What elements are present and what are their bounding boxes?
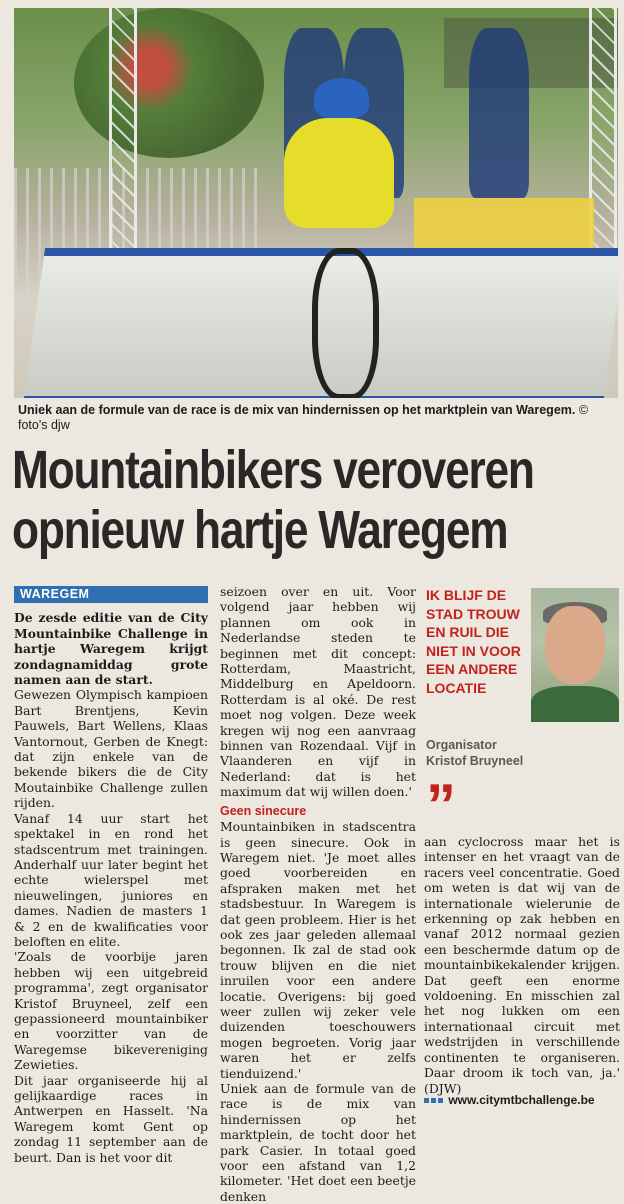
dateline: WAREGEM [14, 586, 208, 603]
lead-paragraph: De zesde editie van de City Mountainbike Challenge in hartje Waregem krijgt zondagnamiddag grote namen aan de start. [14, 610, 208, 688]
race-photo [14, 8, 618, 398]
shirt-shape [531, 686, 619, 722]
article-column-3 [424, 834, 620, 1096]
square-bullet-icon [431, 1098, 436, 1103]
face-shape [545, 606, 605, 684]
article-column-2 [220, 584, 416, 1204]
paragraph: 'Zoals de voorbije jaren hebben wij een uitgebreid programma', zegt organisator Kristof Bruyneel, zelf een gepassioneerd mountainbiker en voorzitter van de Waregemse bikevereniging Zewieties. [14, 949, 208, 1073]
article-column-1 [14, 586, 208, 1165]
photo-credit: © foto's djw [18, 403, 589, 432]
subheading: Geen sinecure [220, 803, 307, 818]
attribution-name: Kristof Bruyneel [426, 753, 524, 768]
helmet-shape [314, 78, 369, 118]
wheel-shape [312, 248, 379, 398]
paragraph: seizoen over en uit. Voor volgend jaar hebben wij plannen om ook in Nederlandse steden te beginnen met dit concept: Rotterdam, Maastricht, Middelburg en Apeldoorn. Rotterdam is al oké. De rest moet nog volgen. Deze week kregen wij nog een aanvraag binnen van Rozendaal. Vijf in Vlaanderen en vijf in Nederland: dat is het maximum dat wij willen doen.' [220, 584, 416, 800]
paragraph: Dit jaar organiseerde hij al gelijkaardige races in Antwerpen en Hasselt. 'Na Waregem komt Gent op zondag 11 september aan de beurt. Dan is het voor dit [14, 1072, 208, 1165]
attribution-role: Organisator [426, 738, 497, 752]
jersey-shape [284, 118, 394, 228]
headline-line-1: Mountainbikers veroveren [12, 440, 534, 500]
photo-caption [18, 403, 614, 433]
headline [12, 440, 534, 560]
square-bullet-icon [424, 1098, 429, 1103]
quote-mark-icon: ” [426, 772, 456, 839]
paragraph: Gewezen Olympisch kampioen Bart Brentjens, Kevin Pauwels, Bart Wellens, Klaas Vantornout, Gerben de Knegt: dat zijn enkele van de bekende bikers die de City Moutainbike Challenge zullen rijden. [14, 687, 208, 811]
quote-attribution [426, 738, 616, 769]
paragraph: Mountainbiken in stadscentra is geen sinecure. Ook in Waregem niet. 'Je moet alles goed voorbereiden en afspraken maken met het stadsbestuur. In Waregem is dat geen probleem. Hier is het ook zes jaar geleden allemaal begonnen. Ik zal de stad ook trouw blijven en die niet inruilen voor een andere locatie. Overigens: bij goed weer zullen wij zeker vele duizenden toeschouwers mogen begroeten. Vorig jaar waren het er zelfs tienduizend.' [220, 819, 416, 1081]
caption-text: Uniek aan de formule van de race is de mix van hindernissen op het marktplein van Waregem. [18, 403, 576, 417]
tree-shape [74, 8, 264, 158]
pull-quote: IK BLIJF DE STAD TROUW EN RUIL DIE NIET IN VOOR EEN ANDERE LOCATIE [426, 587, 521, 696]
website-url: www.citymtbchallenge.be [448, 1093, 595, 1107]
organizer-portrait [531, 588, 619, 722]
paragraph: Vanaf 14 uur start het spektakel in en rond het stadscentrum met trainingen. Anderhalf uur later begint het echte wielerspel met nieuwelingen, juniores en dames. Nadien de masters 1 & 2 en de kwalificaties voor beloften en elite. [14, 810, 208, 949]
headline-line-2: opnieuw hartje Waregem [12, 500, 508, 560]
young-rider [264, 78, 414, 388]
paragraph: Uniek aan de formule van de race is de mix van hindernissen op het marktplein, de tocht door het park Casier. In totaal goed voor een afstand van 1,2 kilometer. 'Het doet een beetje denken [220, 1081, 416, 1204]
square-bullet-icon [438, 1098, 443, 1103]
paragraph: aan cyclocross maar het is intenser en het vraagt van de racers veel concentratie. Goed om weten is dat wij van de internationale wielerunie de erkenning op zak hebben en vanaf 2012 normaal gezien een beschermde datum op de mountainbikekalender krijgen. Dat geeft een enorme voldoening. En misschien zal het nog lukken om een internationaal circuit met wedstrijden in verschillende continenten te organiseren. Daar droom ik toch van, ja.' (DJW) [424, 834, 620, 1096]
background-rider [469, 28, 529, 198]
website-link[interactable] [424, 1093, 620, 1107]
